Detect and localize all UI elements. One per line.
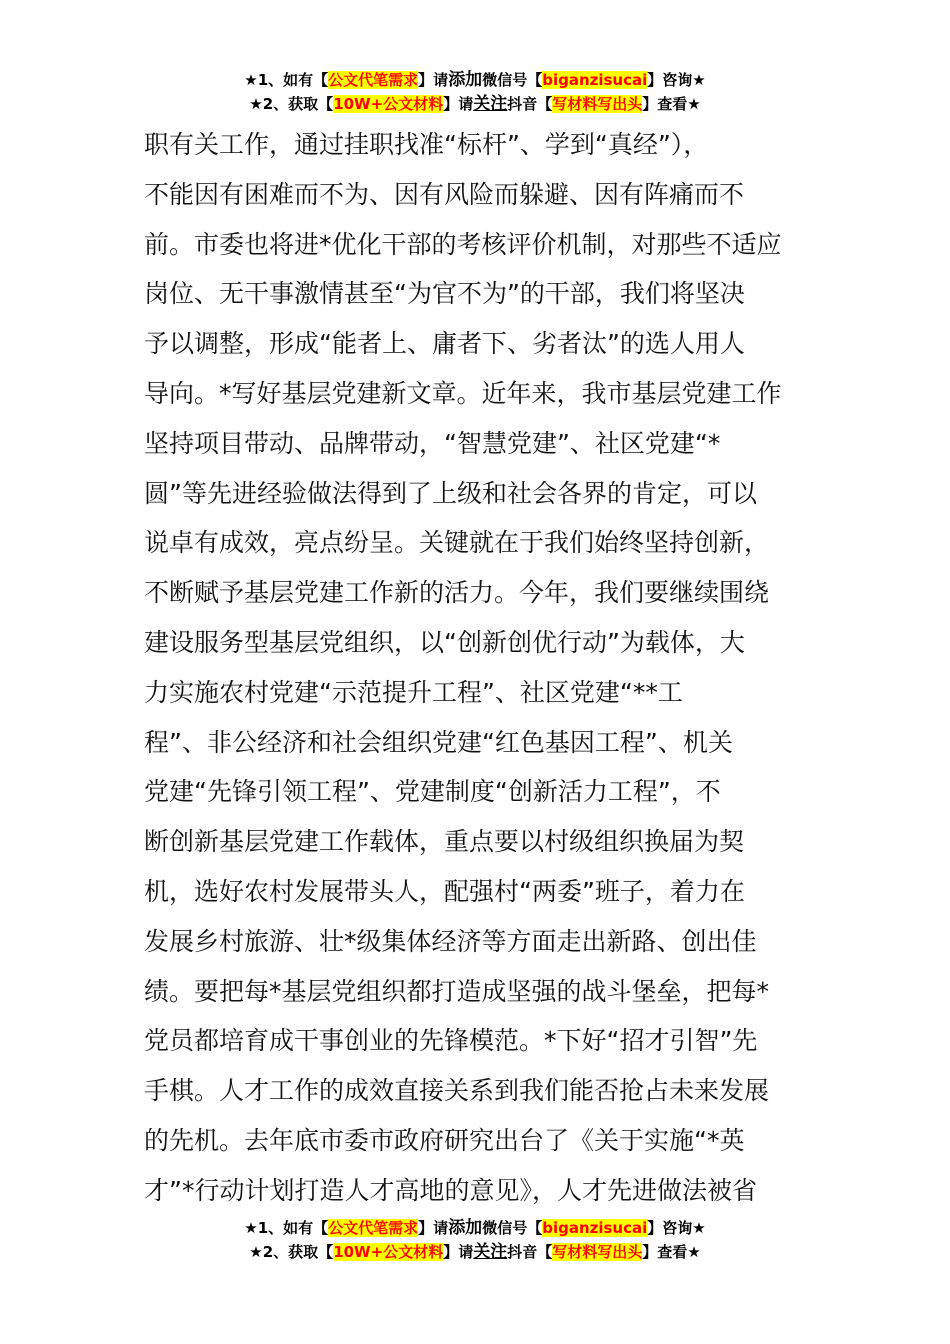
banner-wechat-id: biganzisucai (542, 71, 648, 89)
text-line: 断创新基层党建工作载体，重点要以村级组织换届为契 (144, 827, 745, 857)
text-line: 程”、非公经济和社会组织党建“红色基因工程”、机关 (144, 727, 733, 757)
banner-line-2 (0, 92, 950, 116)
banner-line-2 (0, 1240, 950, 1264)
banner-emphasis: 关注 (473, 94, 508, 114)
banner-highlight: 10W+公文材料 (333, 95, 444, 113)
banner-wechat-id: biganzisucai (542, 1219, 648, 1237)
text-line: 予以调整，形成“能者上、庸者下、劣者汰”的选人用人 (144, 329, 745, 359)
banner-line-1 (0, 68, 950, 92)
text-line: 机，选好农村发展带头人，配强村“两委”班子，着力在 (144, 876, 745, 906)
banner-text: 】查看★ (642, 95, 701, 113)
banner-text: 抖音【 (507, 95, 553, 113)
banner-text: 】查看★ (642, 1243, 701, 1261)
text-line: 不能因有困难而不为、因有风险而躲避、因有阵痛而不 (144, 179, 745, 209)
footer-banner (0, 1216, 950, 1264)
text-line: 党建“先锋引领工程”、党建制度“创新活力工程”，不 (144, 777, 721, 807)
banner-text: 微信号【 (482, 71, 543, 89)
banner-highlight: 10W+公文材料 (333, 1243, 444, 1261)
text-line: 职有关工作，通过挂职找准“标杆”、学到“真经”）， (144, 130, 709, 159)
text-line: 圆”等先进经验做法得到了上级和社会各界的肯定，可以 (144, 478, 757, 508)
banner-text: ★2、获取【 (249, 95, 334, 113)
banner-text: 】咨询★ (647, 71, 706, 89)
text-line: 手棋。人才工作的成效直接关系到我们能否抢占未来发展 (144, 1076, 770, 1106)
text-line: 坚持项目带动、品牌带动，“智慧党建”、社区党建“* (144, 428, 721, 458)
banner-text: ★1、如有【 (244, 71, 329, 89)
banner-emphasis: 添加 (448, 1218, 483, 1238)
body-paragraph (144, 120, 824, 1216)
banner-text: ★1、如有【 (244, 1219, 329, 1237)
banner-text: 抖音【 (507, 1243, 553, 1261)
banner-text: 】请 (418, 1219, 449, 1237)
banner-text: 】咨询★ (647, 1219, 706, 1237)
banner-highlight: 写材料写出头 (552, 1243, 643, 1261)
text-line: 的先机。去年底市委市政府研究出台了《关于实施“*英 (144, 1125, 745, 1155)
text-line: 建设服务型基层党组织，以“创新创优行动”为载体，大 (144, 627, 745, 657)
text-line: 前。市委也将进*优化干部的考核评价机制，对那些不适应 (144, 229, 782, 259)
banner-text: 微信号【 (482, 1219, 543, 1237)
text-line: 岗位、无干事激情甚至“为官不为”的干部，我们将坚决 (144, 279, 745, 309)
banner-emphasis: 关注 (473, 1242, 508, 1262)
banner-line-1 (0, 1216, 950, 1240)
text-line: 党员都培育成干事创业的先锋模范。*下好“招才引智”先 (144, 1026, 758, 1056)
banner-highlight: 公文代笔需求 (328, 1219, 419, 1237)
banner-text: 】请 (443, 1243, 474, 1261)
text-line: 发展乡村旅游、壮*级集体经济等方面走出新路、创出佳 (144, 926, 757, 956)
text-line: 导向。*写好基层党建新文章。近年来，我市基层党建工作 (144, 378, 782, 408)
banner-emphasis: 添加 (448, 70, 483, 90)
banner-highlight: 写材料写出头 (552, 95, 643, 113)
text-line: 不断赋予基层党建工作新的活力。今年，我们要继续围绕 (144, 578, 770, 608)
banner-text: 】请 (443, 95, 474, 113)
text-line: 力实施农村党建“示范提升工程”、社区党建“**工 (144, 677, 683, 707)
text-line: 说卓有成效，亮点纷呈。关键就在于我们始终坚持创新， (144, 528, 770, 558)
header-banner (0, 68, 950, 116)
text-line: 绩。要把每*基层党组织都打造成坚强的战斗堡垒，把每* (144, 976, 770, 1006)
banner-highlight: 公文代笔需求 (328, 71, 419, 89)
banner-text: 】请 (418, 71, 449, 89)
text-line: 才”*行动计划打造人才高地的意见》，人才先进做法被省 (144, 1175, 757, 1205)
banner-text: ★2、获取【 (249, 1243, 334, 1261)
